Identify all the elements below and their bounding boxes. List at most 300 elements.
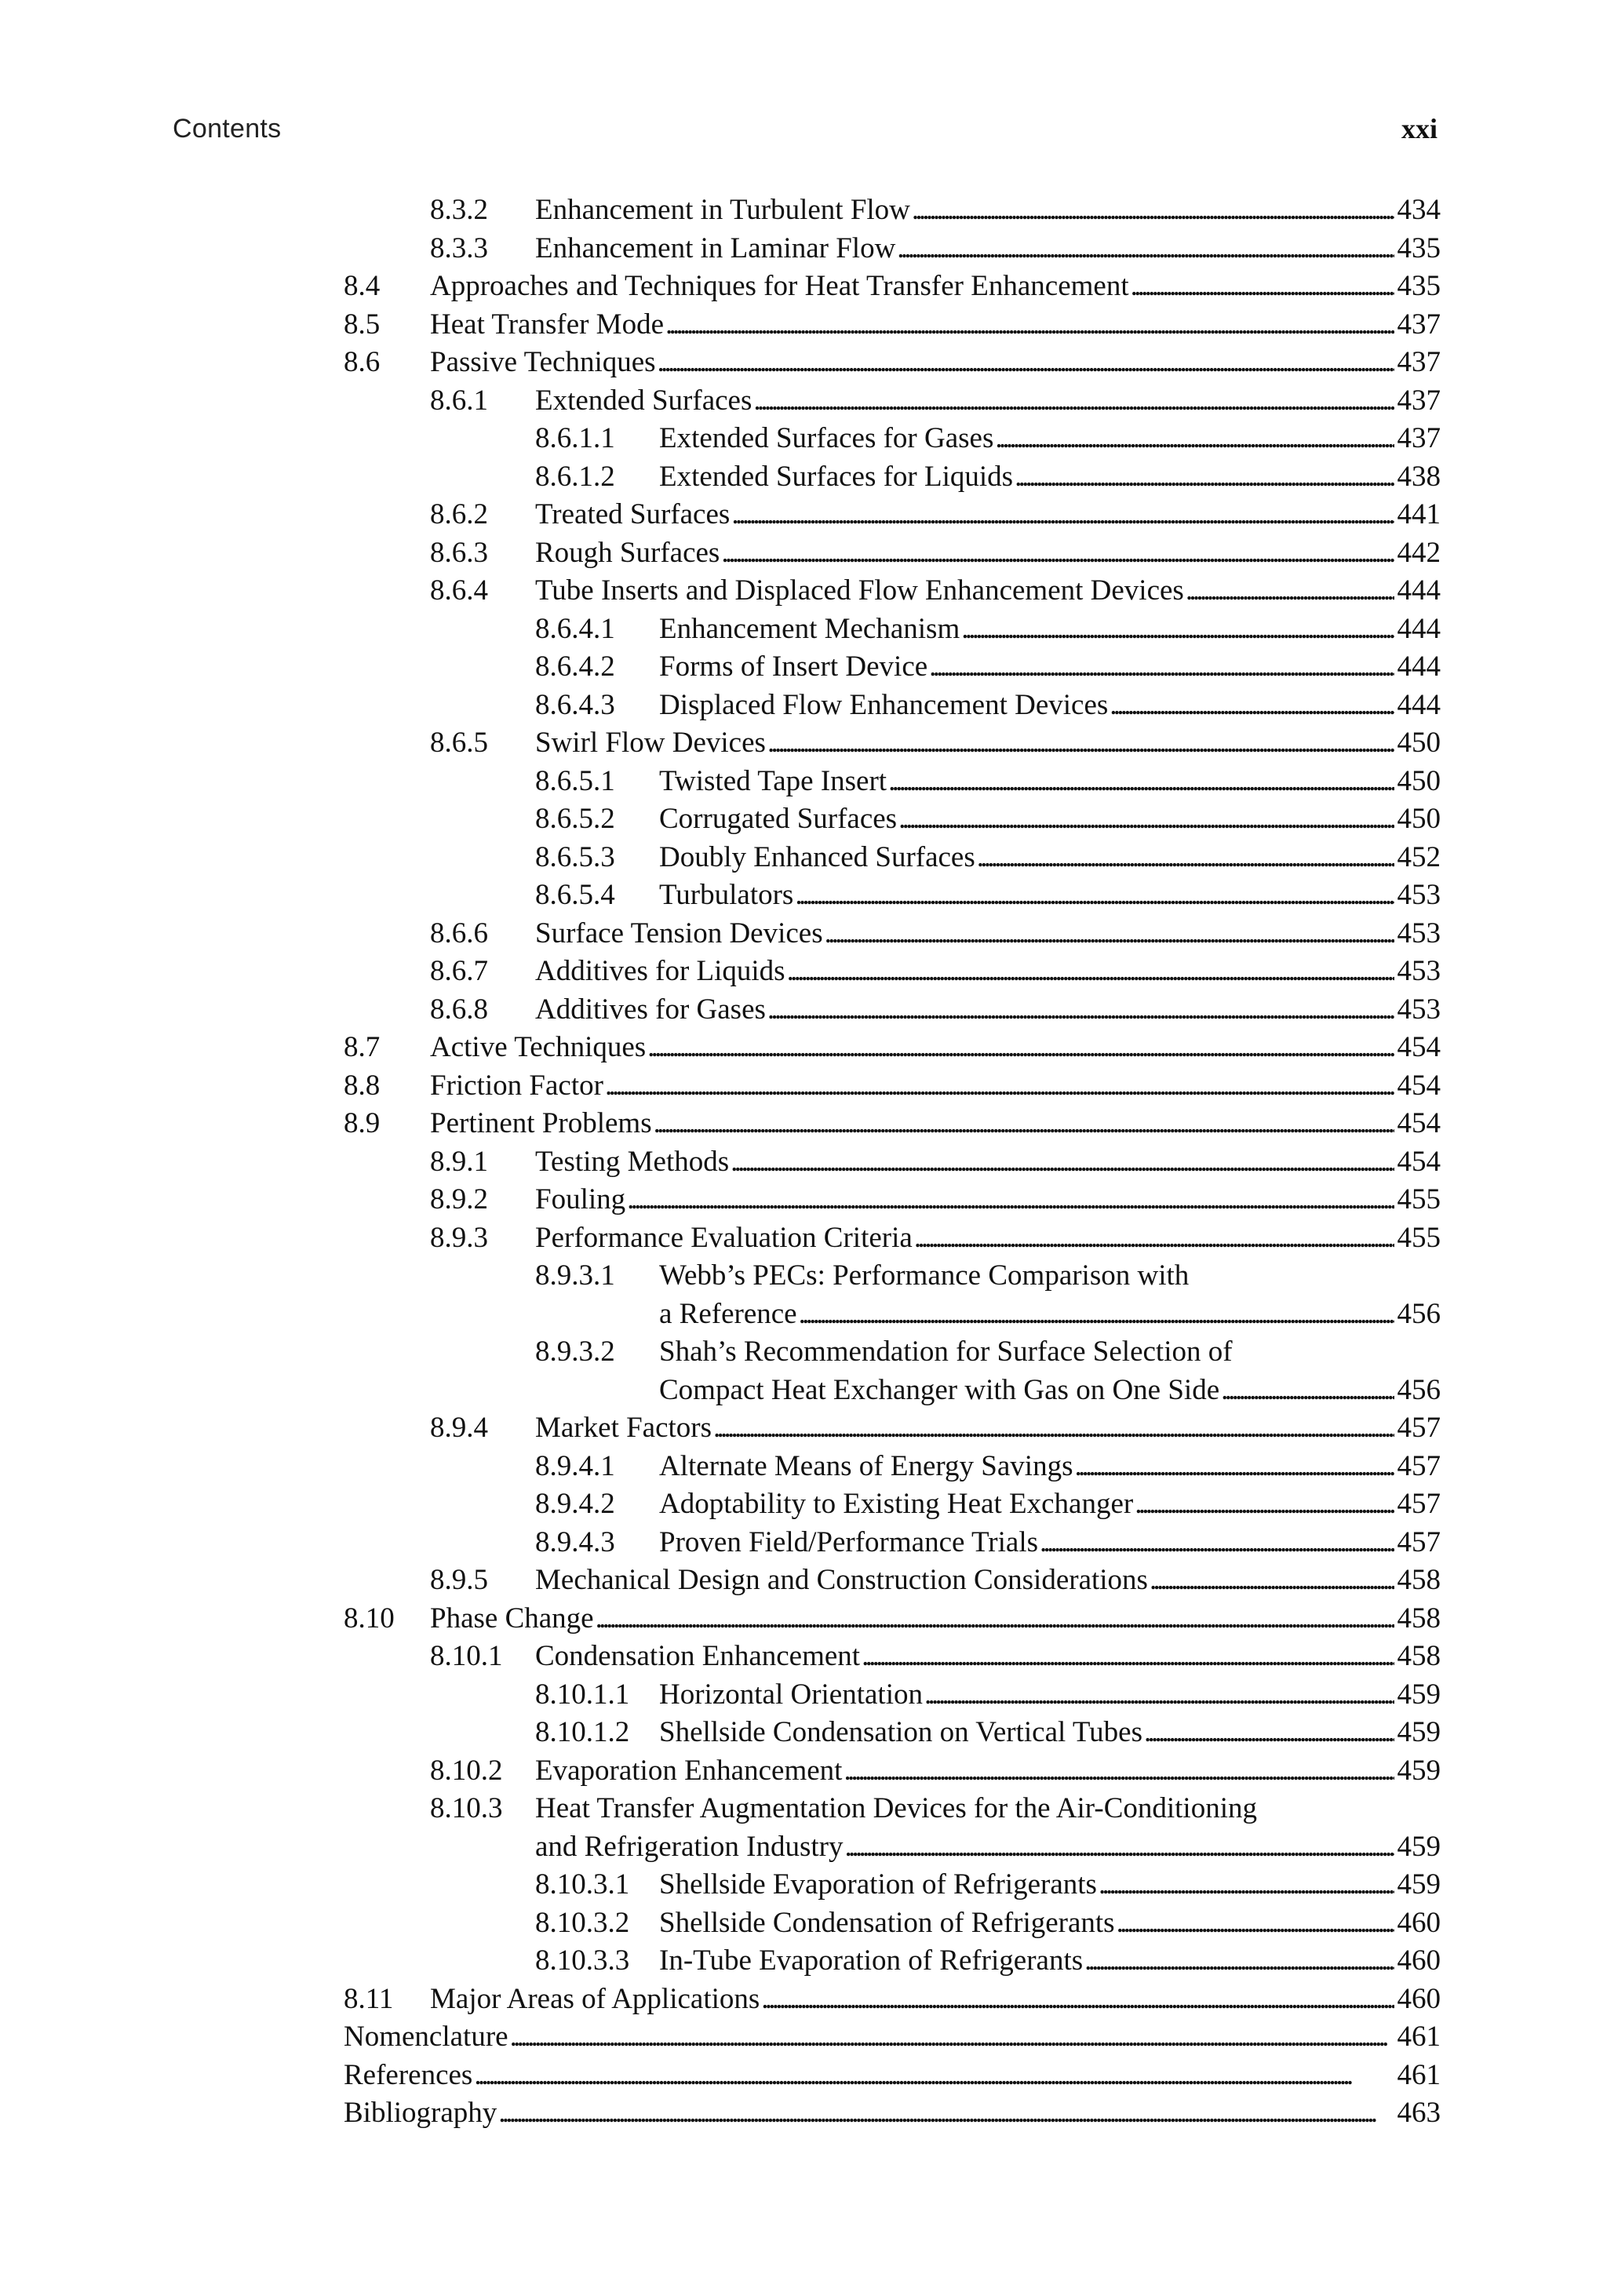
toc-title-line (659, 1524, 1441, 1562)
toc-entry-number: 8.9.4 (430, 1412, 488, 1444)
toc-entry-number: 8.6.5 (430, 727, 488, 759)
toc-title-line (535, 572, 1441, 610)
toc-title-line (535, 1143, 1441, 1182)
toc-entry-number: 8.10.1.2 (535, 1716, 630, 1748)
toc-entry-page: 453 (1397, 955, 1441, 987)
toc-entry-page: 437 (1397, 308, 1441, 341)
toc-entry-title: Shah’s Recommendation for Surface Selection of (659, 1336, 1233, 1368)
toc-title-line (535, 953, 1441, 991)
dot-leader (474, 2057, 1394, 2095)
toc-entry-number: 8.6.4 (430, 574, 488, 607)
toc-title-line (659, 610, 1441, 649)
toc-title-line (535, 991, 1441, 1030)
toc-row (0, 1296, 1607, 1334)
toc-entry-page: 454 (1397, 1069, 1441, 1102)
toc-entry-number: 8.6.5.2 (535, 803, 615, 835)
dot-leader (1099, 1866, 1394, 1904)
toc-entry-number: 8.6.1.2 (535, 460, 615, 493)
toc-title-line (430, 1981, 1441, 2019)
toc-entry-title: Twisted Tape Insert (659, 764, 887, 797)
dot-leader (767, 724, 1394, 763)
toc-entry-number: 8.7 (344, 1031, 381, 1063)
toc-entry (0, 1029, 1607, 1067)
toc-entry-title: Active Techniques (430, 1031, 647, 1063)
toc-row (0, 1600, 1607, 1638)
toc-entry (0, 2094, 1607, 2133)
toc-entry-title: Phase Change (430, 1602, 594, 1635)
toc-entry-number: 8.11 (344, 1982, 394, 2015)
toc-entry-number: 8.5 (344, 308, 381, 341)
dot-leader (731, 1143, 1394, 1182)
toc-row (0, 1029, 1607, 1067)
toc-title-line (344, 2094, 1441, 2133)
toc-entry (0, 800, 1607, 839)
toc-row (0, 800, 1607, 839)
toc-entry-page: 459 (1397, 1830, 1441, 1863)
toc-entry (0, 1942, 1607, 1981)
toc-entry (0, 1409, 1607, 1448)
toc-entry-page: 435 (1397, 270, 1441, 302)
toc-entry-number: 8.6.5.4 (535, 879, 615, 911)
toc-title-line (659, 1372, 1441, 1410)
toc-entry-title: In-Tube Evaporation of Refrigerants (659, 1944, 1084, 1977)
dot-leader (961, 610, 1394, 649)
toc-title-line (535, 382, 1441, 421)
toc-row (0, 1333, 1607, 1372)
toc-title-line (659, 800, 1441, 839)
toc-entry-page: 458 (1397, 1602, 1441, 1635)
toc-entry-page: 461 (1397, 2058, 1441, 2091)
toc-entry-page: 461 (1397, 2021, 1441, 2053)
toc-row (0, 1257, 1607, 1296)
dot-leader (897, 230, 1394, 268)
toc-entry-title: Turbulators (659, 879, 794, 911)
toc-entry-number: 8.9.5 (430, 1564, 488, 1596)
toc-entry-number: 8.4 (344, 270, 381, 302)
toc-row (0, 724, 1607, 763)
toc-entry-title: Market Factors (535, 1412, 712, 1444)
toc-row (0, 344, 1607, 382)
dot-leader (862, 1638, 1394, 1676)
toc-entry-number: 8.10.1.1 (535, 1678, 630, 1711)
toc-entry-title: Adoptability to Existing Heat Exchanger (659, 1488, 1134, 1520)
toc-row (0, 268, 1607, 306)
toc-entry-page: 458 (1397, 1640, 1441, 1672)
dot-leader (647, 1029, 1394, 1067)
toc-entry-title: Passive Techniques (430, 346, 656, 378)
dot-leader (665, 306, 1394, 344)
toc-entry (0, 1981, 1607, 2019)
toc-entry (0, 1485, 1607, 1524)
toc-row (0, 1524, 1607, 1562)
toc-row (0, 1714, 1607, 1752)
toc-entry-title: Heat Transfer Augmentation Devices for the Air-Conditioning (535, 1792, 1257, 1824)
toc-entry (0, 839, 1607, 877)
toc-entry (0, 572, 1607, 610)
toc-entry-page: 456 (1397, 1297, 1441, 1330)
toc-entry-title: Enhancement in Turbulent Flow (535, 194, 910, 226)
toc-entry-page: 437 (1397, 346, 1441, 378)
toc-row (0, 458, 1607, 497)
toc-entry-page: 459 (1397, 1754, 1441, 1787)
toc-title-line (535, 496, 1441, 534)
toc-entry-title: Extended Surfaces for Gases (659, 422, 994, 454)
toc-entry-title: Nomenclature (344, 2021, 508, 2053)
toc-row (0, 1828, 1607, 1867)
toc-entry-page: 441 (1397, 498, 1441, 530)
toc-title-line (659, 648, 1441, 687)
toc-entry-page: 458 (1397, 1564, 1441, 1596)
toc-entry-page: 456 (1397, 1373, 1441, 1406)
toc-entry-number: 8.9.3.1 (535, 1259, 615, 1292)
toc-entry-page: 452 (1397, 840, 1441, 873)
toc-row (0, 534, 1607, 573)
dot-leader (845, 1828, 1394, 1867)
toc-row (0, 1942, 1607, 1981)
toc-entry-page: 457 (1397, 1412, 1441, 1444)
toc-entry (0, 534, 1607, 573)
dot-leader (912, 191, 1394, 230)
toc-entry (0, 1600, 1607, 1638)
toc-row (0, 991, 1607, 1030)
toc-entry-number: 8.6.8 (430, 993, 488, 1026)
toc-entry-title: Mechanical Design and Construction Considerations (535, 1564, 1148, 1596)
toc-title-line (659, 458, 1441, 497)
toc-entry-title: Enhancement in Laminar Flow (535, 231, 896, 264)
toc-entry (0, 1752, 1607, 1791)
toc-row (0, 306, 1607, 344)
toc-entry-number: 8.6.4.2 (535, 651, 615, 683)
toc-row (0, 1676, 1607, 1715)
toc-entry-title-continued: a Reference (659, 1297, 797, 1330)
dot-leader (654, 1105, 1394, 1143)
toc-row (0, 763, 1607, 801)
toc-entry-title: Proven Field/Performance Trials (659, 1525, 1039, 1558)
toc-title-line (659, 1296, 1441, 1334)
toc-entry-number: 8.6 (344, 346, 381, 378)
dot-leader (1110, 687, 1394, 725)
toc-entry-page: 454 (1397, 1107, 1441, 1139)
toc-entry-title: Treated Surfaces (535, 498, 731, 530)
toc-entry (0, 306, 1607, 344)
dot-leader (995, 420, 1394, 458)
toc-entry-title: Approaches and Techniques for Heat Transfer Enhancement (430, 270, 1129, 302)
toc-row (0, 1105, 1607, 1143)
dot-leader (713, 1409, 1394, 1448)
dot-leader (510, 2018, 1394, 2057)
dot-leader (1186, 572, 1394, 610)
toc-row (0, 1067, 1607, 1106)
toc-entry-number: 8.10.2 (430, 1754, 503, 1787)
dot-leader (1015, 458, 1394, 497)
toc-entry-title: Surface Tension Devices (535, 917, 823, 949)
toc-entry-number: 8.6.4.3 (535, 688, 615, 721)
toc-entry-title: Heat Transfer Mode (430, 308, 665, 341)
toc-entry-title: Additives for Liquids (535, 955, 785, 987)
toc-title-line (535, 1828, 1441, 1867)
toc-title-line (659, 687, 1441, 725)
page-number: xxi (1401, 113, 1438, 144)
dot-leader (799, 1296, 1394, 1334)
toc-entry-title: Shellside Evaporation of Refrigerants (659, 1868, 1097, 1901)
toc-title-line (535, 1219, 1441, 1258)
dot-leader (1084, 1942, 1394, 1981)
toc-entry-title: Pertinent Problems (430, 1107, 652, 1139)
toc-entry-number: 8.10.3.1 (535, 1868, 630, 1901)
dot-leader (596, 1600, 1394, 1638)
toc-title-line (344, 2057, 1441, 2095)
toc-title-line (659, 1448, 1441, 1486)
toc-entry-number: 8.6.5.1 (535, 764, 615, 797)
toc-entry-number: 8.6.2 (430, 498, 488, 530)
toc-title-line (430, 306, 1441, 344)
toc-entry-page: 460 (1397, 1982, 1441, 2015)
toc-title-line (659, 1485, 1441, 1524)
toc-entry (0, 382, 1607, 421)
toc-entry-number: 8.9.2 (430, 1183, 488, 1215)
toc-row (0, 496, 1607, 534)
dot-leader (977, 839, 1394, 877)
toc-entry (0, 1866, 1607, 1904)
toc-entry (0, 1904, 1607, 1943)
dot-leader (1150, 1562, 1394, 1600)
toc-entry-title: Extended Surfaces for Liquids (659, 460, 1014, 493)
toc-entry-number: 8.6.1.1 (535, 422, 615, 454)
toc-entry (0, 1181, 1607, 1219)
toc-entry (0, 2018, 1607, 2057)
toc-entry-page: 457 (1397, 1525, 1441, 1558)
toc-entry-title: Major Areas of Applications (430, 1982, 760, 2015)
toc-entry-title: Alternate Means of Energy Savings (659, 1449, 1073, 1482)
toc-title-line (535, 191, 1441, 230)
toc-entry-title: Additives for Gases (535, 993, 766, 1026)
toc-entry-title: Fouling (535, 1183, 626, 1215)
toc-title-line (535, 1562, 1441, 1600)
toc-entry-page: 453 (1397, 879, 1441, 911)
toc-title-line (430, 1105, 1441, 1143)
dot-leader (844, 1752, 1394, 1791)
dot-leader (1144, 1714, 1394, 1752)
toc-entry-number: 8.6.4.1 (535, 612, 615, 645)
toc-entry (0, 1067, 1607, 1106)
toc-entry-title: Shellside Condensation of Refrigerants (659, 1906, 1115, 1939)
toc-entry-number: 8.6.5.3 (535, 840, 615, 873)
toc-entry (0, 610, 1607, 649)
toc-entry-page: 459 (1397, 1678, 1441, 1711)
toc-title-line (535, 724, 1441, 763)
toc-entry (0, 1219, 1607, 1258)
toc-entry-page: 437 (1397, 422, 1441, 454)
dot-leader (498, 2094, 1394, 2133)
toc-row (0, 687, 1607, 725)
toc-row (0, 1904, 1607, 1943)
toc-row (0, 1143, 1607, 1182)
toc-entry-number: 8.6.6 (430, 917, 488, 949)
toc-entry-page: 444 (1397, 612, 1441, 645)
toc-entry (0, 496, 1607, 534)
running-head (173, 110, 1438, 148)
toc-entry (0, 230, 1607, 268)
toc-entry-page: 457 (1397, 1449, 1441, 1482)
dot-leader (929, 648, 1394, 687)
toc-entry-number: 8.10 (344, 1602, 395, 1635)
toc-row (0, 1562, 1607, 1600)
toc-entry-page: 457 (1397, 1488, 1441, 1520)
toc-entry-page: 453 (1397, 917, 1441, 949)
toc-row (0, 1219, 1607, 1258)
toc-title-line (535, 1752, 1441, 1791)
toc-entry-page: 434 (1397, 194, 1441, 226)
toc-entry-number: 8.3.2 (430, 194, 488, 226)
toc-row (0, 953, 1607, 991)
toc-entry-title: Doubly Enhanced Surfaces (659, 840, 975, 873)
dot-leader (753, 382, 1394, 421)
toc-entry (0, 1333, 1607, 1409)
toc-entry (0, 1257, 1607, 1333)
toc-entry (0, 268, 1607, 306)
toc-entry-page: 442 (1397, 536, 1441, 569)
toc-row (0, 1638, 1607, 1676)
toc-entry (0, 915, 1607, 953)
toc-row (0, 1181, 1607, 1219)
toc-entry-title: Corrugated Surfaces (659, 803, 898, 835)
toc-entry-page: 437 (1397, 384, 1441, 417)
toc-title-line (535, 915, 1441, 953)
toc-entry-number: 8.6.7 (430, 955, 488, 987)
dot-leader (721, 534, 1394, 573)
toc-entry-page: 460 (1397, 1944, 1441, 1977)
toc-title-line (659, 1676, 1441, 1715)
toc-entry-page: 444 (1397, 688, 1441, 721)
dot-leader (795, 876, 1394, 915)
toc-title-line (430, 268, 1441, 306)
toc-entry (0, 687, 1607, 725)
toc-entry-title: References (344, 2058, 473, 2091)
toc-entry-title: Testing Methods (535, 1145, 730, 1178)
toc-entry (0, 191, 1607, 230)
dot-leader (658, 344, 1394, 382)
toc-entry (0, 724, 1607, 763)
toc-entry-title: Horizontal Orientation (659, 1678, 923, 1711)
toc-entry-page: 455 (1397, 1183, 1441, 1215)
toc-row (0, 915, 1607, 953)
dot-leader (731, 496, 1394, 534)
dot-leader (767, 991, 1394, 1030)
toc-entry-page: 444 (1397, 651, 1441, 683)
toc-entry-title: Friction Factor (430, 1069, 603, 1102)
toc-entry-number: 8.10.3.2 (535, 1906, 630, 1939)
toc-row (0, 230, 1607, 268)
toc-entry (0, 458, 1607, 497)
toc-entry-number: 8.9 (344, 1107, 381, 1139)
toc-entry (0, 763, 1607, 801)
toc-title-line (430, 1600, 1441, 1638)
toc-entry-number: 8.9.3.2 (535, 1336, 615, 1368)
toc-entry-title: Condensation Enhancement (535, 1640, 861, 1672)
toc-row (0, 876, 1607, 915)
toc-entry-number: 8.8 (344, 1069, 381, 1102)
toc-entry (0, 1562, 1607, 1600)
toc-title-line (535, 534, 1441, 573)
toc-row (0, 1372, 1607, 1410)
toc-entry-page: 435 (1397, 231, 1441, 264)
toc-row (0, 1485, 1607, 1524)
toc-entry-number: 8.9.4.2 (535, 1488, 615, 1520)
toc-row (0, 1866, 1607, 1904)
toc-entry-number: 8.6.3 (430, 536, 488, 569)
dot-leader (825, 915, 1394, 953)
toc-entry-page: 444 (1397, 574, 1441, 607)
toc-entry-number: 8.6.1 (430, 384, 488, 417)
running-head-title: Contents (173, 113, 282, 144)
toc-title-line (344, 2018, 1441, 2057)
toc-entry-title: Swirl Flow Devices (535, 727, 766, 759)
toc-entry (0, 1638, 1607, 1676)
toc-title-line (659, 876, 1441, 915)
toc-title-line (535, 1638, 1441, 1676)
toc-title-line (659, 839, 1441, 877)
toc-entry-page: 454 (1397, 1145, 1441, 1178)
toc-row (0, 610, 1607, 649)
toc-entry (0, 953, 1607, 991)
toc-entry-page: 450 (1397, 764, 1441, 797)
toc-entry (0, 1790, 1607, 1866)
toc-title-line (535, 1409, 1441, 1448)
toc-row (0, 648, 1607, 687)
toc-entry (0, 876, 1607, 915)
toc-row (0, 382, 1607, 421)
toc-entry (0, 1143, 1607, 1182)
toc-row (0, 839, 1607, 877)
toc-entry (0, 1676, 1607, 1715)
toc-title-line (659, 420, 1441, 458)
toc-row (0, 1752, 1607, 1791)
toc-entry (0, 420, 1607, 458)
toc-entry-title: Enhancement Mechanism (659, 612, 960, 645)
toc-entry-page: 454 (1397, 1031, 1441, 1063)
toc-entry-number: 8.9.3 (430, 1221, 488, 1254)
toc-entry-number: 8.9.1 (430, 1145, 488, 1178)
toc-entry-title-continued: Compact Heat Exchanger with Gas on One Side (659, 1373, 1220, 1406)
toc-entry (0, 1524, 1607, 1562)
table-of-contents (0, 191, 1607, 2133)
toc-entry-title: Tube Inserts and Displaced Flow Enhancement Devices (535, 574, 1184, 607)
toc-row (0, 1409, 1607, 1448)
toc-row (0, 191, 1607, 230)
toc-row (0, 572, 1607, 610)
dot-leader (1135, 1485, 1394, 1524)
toc-entry-page: 438 (1397, 460, 1441, 493)
toc-entry-page: 459 (1397, 1868, 1441, 1901)
toc-entry-title: Extended Surfaces (535, 384, 752, 417)
toc-title-line (659, 1866, 1441, 1904)
dot-leader (924, 1676, 1394, 1715)
toc-entry-number: 8.9.4.1 (535, 1449, 615, 1482)
toc-entry-number: 8.9.4.3 (535, 1525, 615, 1558)
toc-entry-title: Bibliography (344, 2097, 497, 2129)
toc-entry-page: 463 (1397, 2097, 1441, 2129)
toc-entry (0, 1714, 1607, 1752)
toc-title-line (430, 1067, 1441, 1106)
toc-title-line (659, 1714, 1441, 1752)
toc-row (0, 2018, 1607, 2057)
toc-entry-number: 8.10.3 (430, 1792, 503, 1824)
dot-leader (898, 800, 1394, 839)
toc-entry-title: Shellside Condensation on Vertical Tubes (659, 1716, 1142, 1748)
dot-leader (605, 1067, 1394, 1106)
toc-entry-page: 455 (1397, 1221, 1441, 1254)
toc-entry-page: 459 (1397, 1716, 1441, 1748)
